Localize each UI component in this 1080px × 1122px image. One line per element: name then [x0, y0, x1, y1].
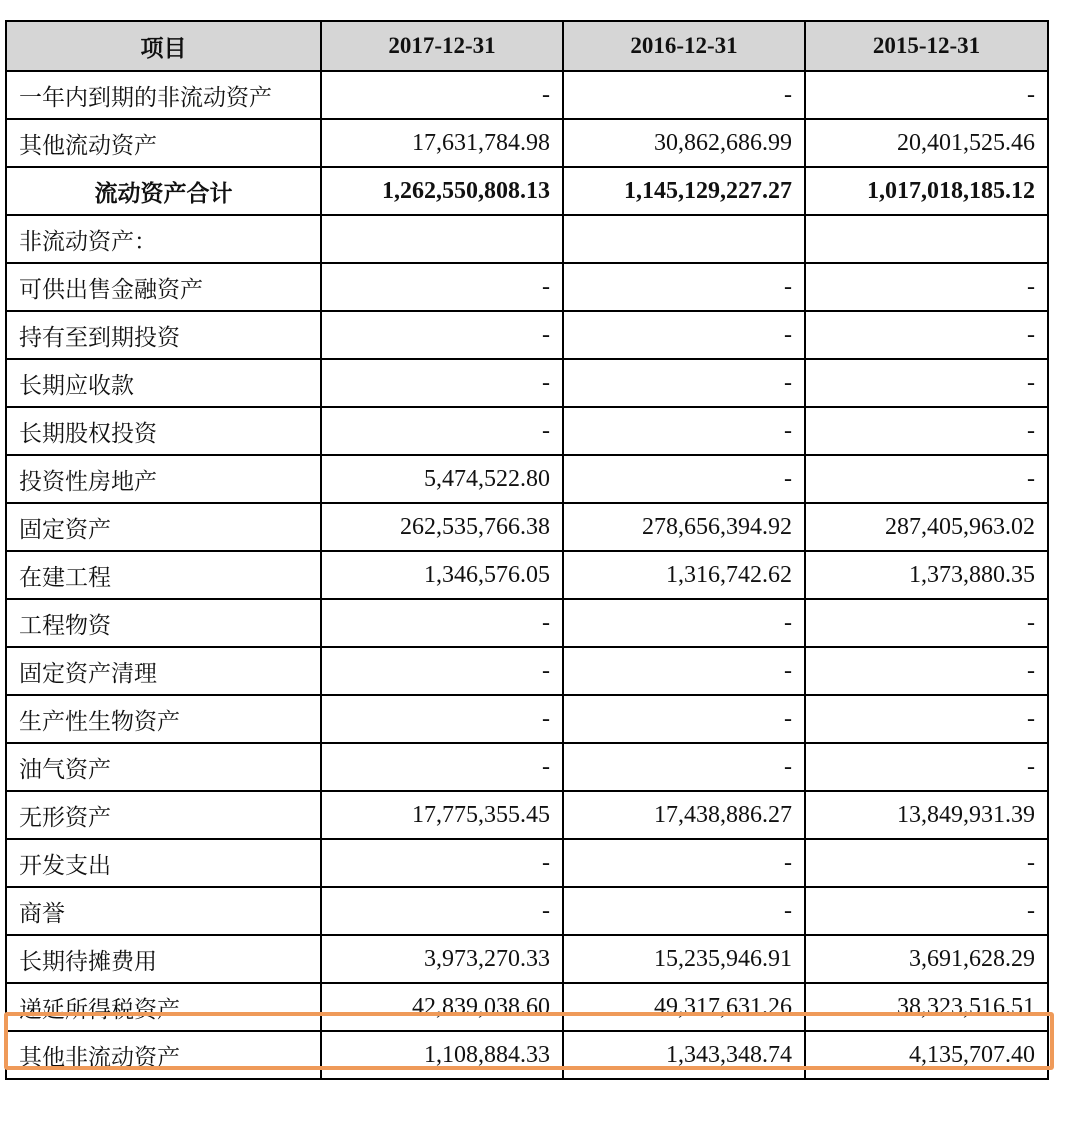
- table-row: [6, 1031, 1048, 1079]
- row-label: 可供出售金融资产: [6, 263, 321, 311]
- cell-2017: 17,631,784.98: [321, 119, 563, 167]
- cell-2017: 262,535,766.38: [321, 503, 563, 551]
- cell-2016: -: [563, 743, 805, 791]
- cell-2015: [805, 215, 1048, 263]
- cell-2015: 20,401,525.46: [805, 119, 1048, 167]
- cell-2015: 1,373,880.35: [805, 551, 1048, 599]
- cell-2015: 1,017,018,185.12: [805, 167, 1048, 215]
- cell-2017: 3,973,270.33: [321, 935, 563, 983]
- cell-2015: 3,691,628.29: [805, 935, 1048, 983]
- cell-2017: -: [321, 599, 563, 647]
- row-label: 商誉: [6, 887, 321, 935]
- cell-2015: -: [805, 71, 1048, 119]
- cell-2017: 1,346,576.05: [321, 551, 563, 599]
- cell-2015: -: [805, 647, 1048, 695]
- cell-2015: -: [805, 359, 1048, 407]
- cell-2017: -: [321, 407, 563, 455]
- cell-2015: -: [805, 311, 1048, 359]
- cell-2017: 1,108,884.33: [321, 1031, 563, 1079]
- cell-2016: 278,656,394.92: [563, 503, 805, 551]
- table-row: [6, 407, 1048, 455]
- cell-2016: -: [563, 455, 805, 503]
- cell-2017: -: [321, 263, 563, 311]
- header-2015: 2015-12-31: [805, 21, 1048, 71]
- table-row: [6, 119, 1048, 167]
- row-label: 一年内到期的非流动资产: [6, 71, 321, 119]
- row-label: 工程物资: [6, 599, 321, 647]
- cell-2016: 15,235,946.91: [563, 935, 805, 983]
- row-label: 在建工程: [6, 551, 321, 599]
- table-row: [6, 503, 1048, 551]
- cell-2015: -: [805, 455, 1048, 503]
- row-label: 无形资产: [6, 791, 321, 839]
- cell-2016: -: [563, 839, 805, 887]
- cell-2015: 287,405,963.02: [805, 503, 1048, 551]
- cell-2016: 1,316,742.62: [563, 551, 805, 599]
- table-row: [6, 71, 1048, 119]
- cell-2016: 17,438,886.27: [563, 791, 805, 839]
- cell-2015: -: [805, 407, 1048, 455]
- row-label: 其他非流动资产: [6, 1031, 321, 1079]
- table-row: [6, 455, 1048, 503]
- table-row: [6, 647, 1048, 695]
- table-row-highlighted: [6, 983, 1048, 1031]
- cell-2015: -: [805, 263, 1048, 311]
- row-label: 油气资产: [6, 743, 321, 791]
- cell-2016: -: [563, 695, 805, 743]
- cell-2016: -: [563, 407, 805, 455]
- cell-2017: 1,262,550,808.13: [321, 167, 563, 215]
- cell-2017: 17,775,355.45: [321, 791, 563, 839]
- cell-2015: 38,323,516.51: [805, 983, 1048, 1031]
- cell-2017: [321, 215, 563, 263]
- row-label: 长期应收款: [6, 359, 321, 407]
- cell-2017: -: [321, 647, 563, 695]
- cell-2016: -: [563, 311, 805, 359]
- table-row: [6, 359, 1048, 407]
- row-label: 非流动资产：: [6, 215, 321, 263]
- cell-2016: 1,145,129,227.27: [563, 167, 805, 215]
- cell-2016: 49,317,631.26: [563, 983, 805, 1031]
- cell-2017: -: [321, 71, 563, 119]
- cell-2017: -: [321, 839, 563, 887]
- cell-2015: -: [805, 599, 1048, 647]
- row-label: 固定资产清理: [6, 647, 321, 695]
- balance-sheet-table: [5, 20, 1049, 1080]
- table-row: [6, 599, 1048, 647]
- row-label: 流动资产合计: [6, 167, 321, 215]
- table-row: [6, 791, 1048, 839]
- cell-2016: -: [563, 599, 805, 647]
- cell-2017: -: [321, 887, 563, 935]
- table-row-total: [6, 167, 1048, 215]
- cell-2016: -: [563, 71, 805, 119]
- cell-2015: 13,849,931.39: [805, 791, 1048, 839]
- cell-2017: -: [321, 695, 563, 743]
- row-label: 持有至到期投资: [6, 311, 321, 359]
- cell-2017: -: [321, 743, 563, 791]
- cell-2017: -: [321, 359, 563, 407]
- cell-2016: -: [563, 359, 805, 407]
- row-label: 投资性房地产: [6, 455, 321, 503]
- cell-2015: 4,135,707.40: [805, 1031, 1048, 1079]
- row-label: 长期待摊费用: [6, 935, 321, 983]
- row-label: 其他流动资产: [6, 119, 321, 167]
- row-label: 递延所得税资产: [6, 983, 321, 1031]
- cell-2016: 1,343,348.74: [563, 1031, 805, 1079]
- table-row: [6, 887, 1048, 935]
- cell-2017: 42,839,038.60: [321, 983, 563, 1031]
- row-label: 开发支出: [6, 839, 321, 887]
- cell-2015: -: [805, 887, 1048, 935]
- row-label: 固定资产: [6, 503, 321, 551]
- header-2017: 2017-12-31: [321, 21, 563, 71]
- cell-2016: -: [563, 263, 805, 311]
- header-2016: 2016-12-31: [563, 21, 805, 71]
- table-row: [6, 743, 1048, 791]
- table-row: [6, 839, 1048, 887]
- cell-2016: [563, 215, 805, 263]
- cell-2016: -: [563, 887, 805, 935]
- cell-2016: -: [563, 647, 805, 695]
- table-row: [6, 263, 1048, 311]
- table-row: [6, 311, 1048, 359]
- cell-2015: -: [805, 743, 1048, 791]
- table-row: [6, 551, 1048, 599]
- header-item: 项目: [6, 21, 321, 71]
- row-label: 生产性生物资产: [6, 695, 321, 743]
- cell-2016: 30,862,686.99: [563, 119, 805, 167]
- cell-2015: -: [805, 695, 1048, 743]
- table-row-section: [6, 215, 1048, 263]
- row-label: 长期股权投资: [6, 407, 321, 455]
- table-row: [6, 695, 1048, 743]
- cell-2015: -: [805, 839, 1048, 887]
- table-row: [6, 935, 1048, 983]
- table-header-row: [6, 21, 1048, 71]
- cell-2017: -: [321, 311, 563, 359]
- cell-2017: 5,474,522.80: [321, 455, 563, 503]
